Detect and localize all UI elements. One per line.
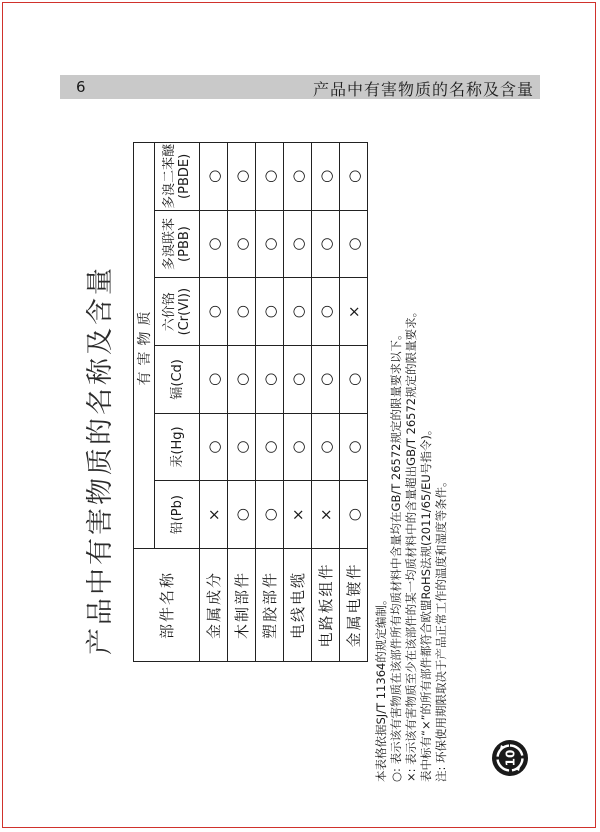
column-header-pbb-line1: 多溴联苯 <box>162 218 177 271</box>
substance-cell: ○ <box>312 143 340 211</box>
substance-cell: ○ <box>200 278 228 346</box>
substance-cell: ○ <box>256 210 284 278</box>
note-line: ○: 表示该有害物质在该部件所有均质材料中含量均在GB/T 26572规定的限量要求以下。 <box>389 328 403 782</box>
column-header-pbde-line2: (PBDE) <box>177 153 192 199</box>
table-row <box>228 143 256 662</box>
substance-cell: ○ <box>312 413 340 481</box>
substance-cell: ○ <box>228 413 256 481</box>
column-header-pbde <box>155 143 200 211</box>
substance-cell: ○ <box>228 481 256 549</box>
rotated-content <box>60 130 540 790</box>
substance-cell: ○ <box>256 413 284 481</box>
document-title: 产品中有害物质的名称及含量 <box>85 265 116 655</box>
column-header-pb <box>155 481 200 549</box>
substance-cell: × <box>200 481 228 549</box>
substance-cell: ○ <box>256 346 284 414</box>
table-row <box>256 143 284 662</box>
substance-cell: ○ <box>312 278 340 346</box>
table-row <box>312 143 340 662</box>
substance-cell: ○ <box>256 143 284 211</box>
substance-cell: ○ <box>340 413 368 481</box>
substance-cell: ○ <box>340 481 368 549</box>
hazardous-substances-header <box>134 143 155 549</box>
group-header-text: 有害物质 <box>137 305 153 386</box>
column-header-cd-line1: 镉(Cd) <box>169 359 185 400</box>
column-header-cr <box>155 278 200 346</box>
substance-cell: ○ <box>284 210 312 278</box>
substance-cell: ○ <box>256 278 284 346</box>
substance-cell: ○ <box>200 413 228 481</box>
note-line: ×: 表示该有害物质至少在该部件的某一均质材料中的含量超出GB/T 26572规定的限量要求。 <box>404 305 418 782</box>
column-header-hg <box>155 413 200 481</box>
column-header-cr-line2: (Cr(VI)) <box>177 287 192 336</box>
note-line: 本表格依据SJ/T 11364的规定编制。 <box>374 593 388 782</box>
note-line: 注: 环保使用期限取决于产品正常工作的温度和湿度等条件。 <box>434 475 448 782</box>
substance-cell: ○ <box>284 278 312 346</box>
part-name-cell: 电线电缆 <box>284 549 312 662</box>
part-name-cell: 塑胶部件 <box>256 549 284 662</box>
hazardous-substances-table <box>133 142 368 662</box>
eco-use-period-value: 10 <box>503 749 518 767</box>
table-row <box>340 143 368 662</box>
substance-cell: ○ <box>284 346 312 414</box>
substance-cell: ○ <box>340 210 368 278</box>
column-header-pb-line1: 铅(Pb) <box>169 495 185 535</box>
table-notes <box>374 142 449 782</box>
part-name-header: 部件名称 <box>134 549 200 662</box>
substance-cell: ○ <box>200 143 228 211</box>
table-row <box>284 143 312 662</box>
column-header-pbde-line1: 多溴二苯醚 <box>162 143 177 209</box>
substance-cell: ○ <box>284 413 312 481</box>
substance-cell: ○ <box>340 143 368 211</box>
substance-cell: ○ <box>228 143 256 211</box>
part-name-cell: 金属电镀件 <box>340 549 368 662</box>
substance-cell: × <box>312 481 340 549</box>
column-header-pbb-line2: (PBB) <box>177 226 192 262</box>
substance-cell: ○ <box>312 210 340 278</box>
substance-cell: ○ <box>200 210 228 278</box>
part-name-cell: 木制部件 <box>228 549 256 662</box>
substance-cell: ○ <box>228 210 256 278</box>
page-header <box>60 75 540 99</box>
eco-use-period-icon <box>490 738 530 778</box>
substance-cell: ○ <box>228 346 256 414</box>
substance-cell: × <box>340 278 368 346</box>
substance-cell: × <box>284 481 312 549</box>
table-row <box>200 143 228 662</box>
substance-cell: ○ <box>228 278 256 346</box>
part-name-cell: 金属成分 <box>200 549 228 662</box>
substance-cell: ○ <box>284 143 312 211</box>
page-number: 6 <box>76 78 86 96</box>
part-name-cell: 电路板组件 <box>312 549 340 662</box>
substance-cell: ○ <box>340 346 368 414</box>
column-header-hg-line1: 汞(Hg) <box>169 426 185 468</box>
note-line: 表中标有“×”的所有部件都符合欧盟RoHS法规(2011/65/EU号指令)。 <box>419 423 433 782</box>
substance-cell: ○ <box>200 346 228 414</box>
column-header-pbb <box>155 210 200 278</box>
substance-cell: ○ <box>312 346 340 414</box>
substance-cell: ○ <box>256 481 284 549</box>
header-title: 产品中有害物质的名称及含量 <box>312 80 534 99</box>
column-header-cd <box>155 346 200 414</box>
column-header-cr-line1: 六价铬 <box>162 292 177 332</box>
